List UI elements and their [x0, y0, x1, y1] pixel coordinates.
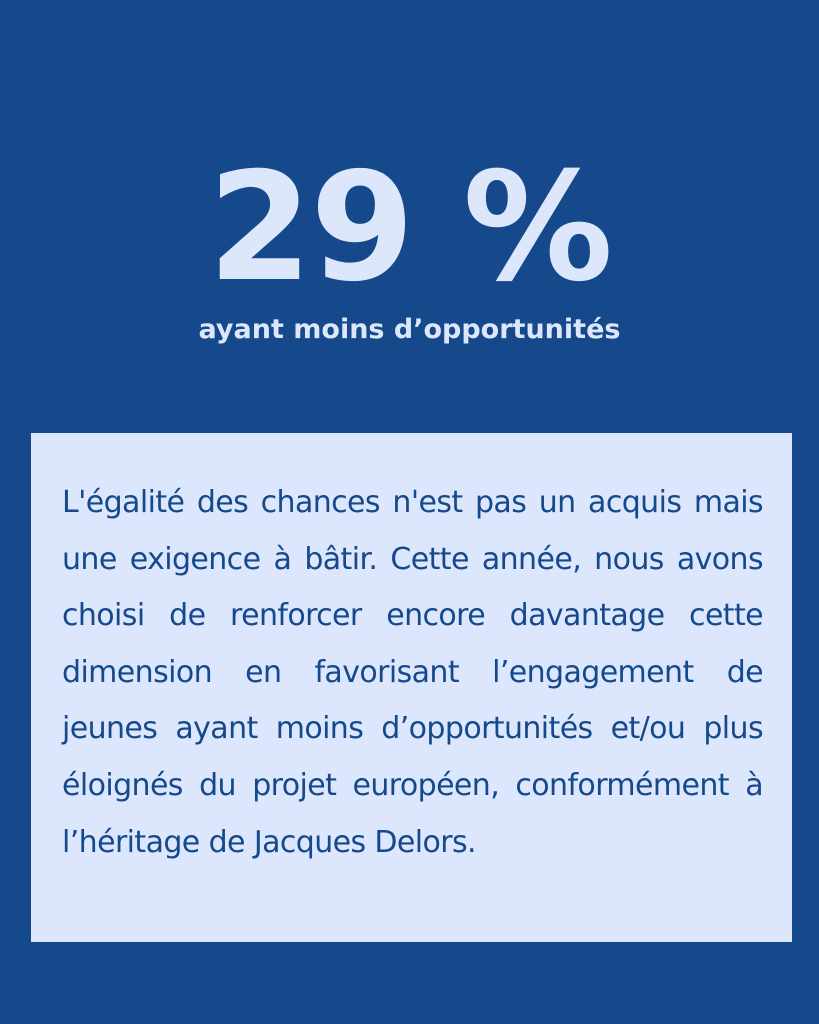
quote-text: L'égalité des chances n'est pas un acquis mais une exigence à bâtir. Cette année, nous avons choisi de renforcer encore davantage cette dimension en favorisant l’engagement de jeunes ayant moins d’opportunités et/ou plus éloignés du projet européen, conformément à l’héritage de Jacques Delors.	[62, 485, 763, 860]
quote-card	[31, 433, 792, 942]
stat-value: 29 %	[207, 141, 612, 315]
stat-caption: ayant moins d’opportunités	[198, 314, 621, 345]
